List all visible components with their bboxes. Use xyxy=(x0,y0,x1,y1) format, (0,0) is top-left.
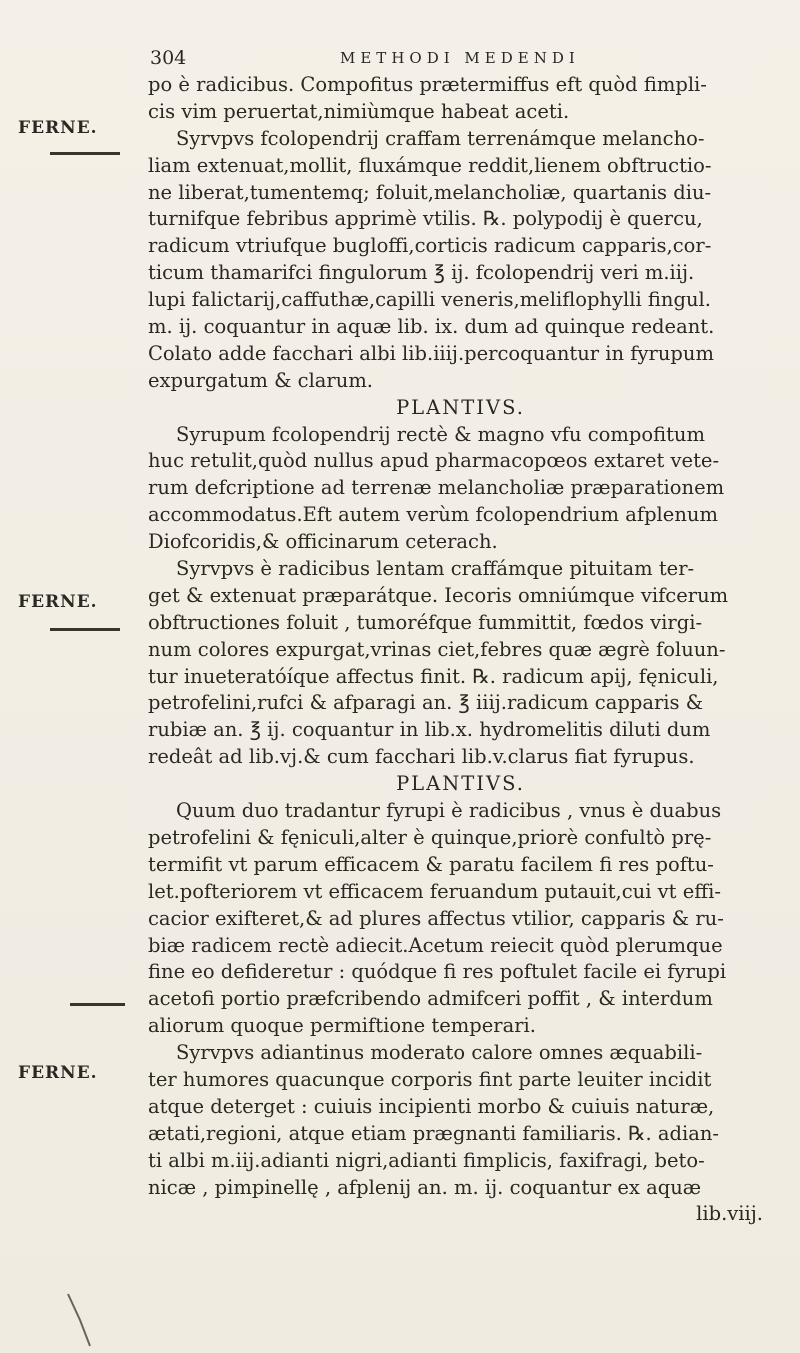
text-line: ætati,regioni, atque etiam prægnanti familiaris. ℞. adian- xyxy=(148,1121,720,1145)
text-line: atque deterget : cuiuis incipienti morbo & cuiuis naturæ, xyxy=(148,1094,715,1118)
text-line: obftructiones foluit , tumoréfque fummittit, fœdos virgi- xyxy=(148,610,703,634)
text-line: accommodatus.Eft autem verùm fcolopendrium afplenum xyxy=(148,503,718,527)
text-line: huc retulit,quòd nullus apud pharmacopœos extaret vete- xyxy=(148,449,720,473)
text-line: rum defcriptione ad terrenæ melancholiæ præparationem xyxy=(148,476,725,500)
body-text xyxy=(148,72,773,1228)
text-line: cis vim peruertat,nimiùmque habeat aceti. xyxy=(148,99,570,123)
corner-mark-icon xyxy=(60,1290,100,1350)
section-heading: PLANTIVS. xyxy=(396,395,525,419)
text-line: get & extenuat præparátque. Iecoris omniúmque vifcerum xyxy=(148,583,729,607)
margin-flourish xyxy=(50,152,120,155)
text-line: petrofelini & fęniculi,alter è quinque,priorè confultò prę- xyxy=(148,825,712,849)
text-line: rubiæ an. ℥ ij. coquantur in lib.x. hydromelitis diluti dum xyxy=(148,718,711,742)
text-line: Quum duo tradantur fyrupi è radicibus , vnus è duabus xyxy=(176,799,722,823)
text-line: ti albi m.iij.adianti nigri,adianti fimplicis, faxifragi, beto- xyxy=(148,1148,705,1172)
page-number: 304 xyxy=(150,47,187,69)
text-line: lupi falictarij,caffuthæ,capilli veneris,meliflophylli fingul. xyxy=(148,288,711,312)
section-heading: PLANTIVS. xyxy=(396,772,525,796)
text-line: nicæ , pimpinellę , afplenij an. m. ij. coquantur ex aquæ xyxy=(148,1175,702,1199)
text-line: m. ij. coquantur in aquæ lib. ix. dum ad quinque redeant. xyxy=(148,315,715,339)
text-line: tur inueteratóíque affectus finit. ℞. radicum apij, fęniculi, xyxy=(148,664,719,688)
text-line: Syrvpvs è radicibus lentam craffámque pituitam ter- xyxy=(176,557,695,581)
text-line: Diofcoridis,& officinarum ceterach. xyxy=(148,530,498,554)
text-line: termifit vt parum efficacem & paratu facilem fi res poftu- xyxy=(148,852,714,876)
text-line: Syrvpvs fcolopendrij craffam terrenámque melancho- xyxy=(176,126,705,150)
text-line: ne liberat,tumentemq; foluit,melancholiæ, quartanis diu- xyxy=(148,180,712,204)
text-line: radicum vtriufque bugloffi,corticis radicum capparis,cor- xyxy=(148,234,712,258)
text-line: Syrvpvs adiantinus moderato calore omnes æquabili- xyxy=(176,1041,703,1065)
margin-note: FERNE. xyxy=(18,1063,98,1083)
text-line: liam extenuat,mollit, fluxámque reddit,lienem obftructio- xyxy=(148,153,712,177)
text-line: let.pofteriorem vt efficacem feruandum putauit,cui vt effi- xyxy=(148,879,721,903)
running-title: METHODI MEDENDI xyxy=(340,49,580,67)
text-line: cacior exifteret,& ad plures affectus vtilior, capparis & ru- xyxy=(148,906,724,930)
text-line: Syrupum fcolopendrij rectè & magno vfu compofitum xyxy=(176,422,705,446)
text-line: petrofelini,rufci & afparagi an. ℥ iiij.radicum capparis & xyxy=(148,691,704,715)
text-line: acetofi portio præfcribendo admifceri poffit , & interdum xyxy=(148,987,713,1011)
margin-flourish xyxy=(50,628,120,631)
text-line: expurgatum & clarum. xyxy=(148,368,374,392)
margin-note: FERNE. xyxy=(18,118,98,138)
text-line: ter humores quacunque corporis fint parte leuiter incidit xyxy=(148,1067,712,1091)
margin-flourish xyxy=(70,1003,125,1006)
text-line: ticum thamarifci fingulorum ℥ ij. fcolopendrij veri m.iij. xyxy=(148,261,695,285)
text-line: turnifque febribus apprimè vtilis. ℞. polypodij è quercu, xyxy=(148,207,703,231)
text-line: biæ radicem rectè adiecit.Acetum reiecit quòd plerumque xyxy=(148,933,723,957)
margin-note: FERNE. xyxy=(18,592,98,612)
text-line: redeât ad lib.vj.& cum facchari lib.v.clarus fiat fyrupus. xyxy=(148,745,695,769)
page-header xyxy=(150,42,770,74)
catchword: lib.viij. xyxy=(696,1202,763,1226)
text-line: fine eo defideretur : quódque fi res poftulet facile ei fyrupi xyxy=(148,960,727,984)
text-line: aliorum quoque permiftione temperari. xyxy=(148,1014,536,1038)
text-line: po è radicibus. Compofitus prætermiffus eft quòd fimpli- xyxy=(148,73,707,96)
text-line: Colato adde facchari albi lib.iiij.percoquantur in fyrupum xyxy=(148,341,714,365)
text-line: num colores expurgat,vrinas ciet,febres quæ ægrè foluun- xyxy=(148,637,726,661)
